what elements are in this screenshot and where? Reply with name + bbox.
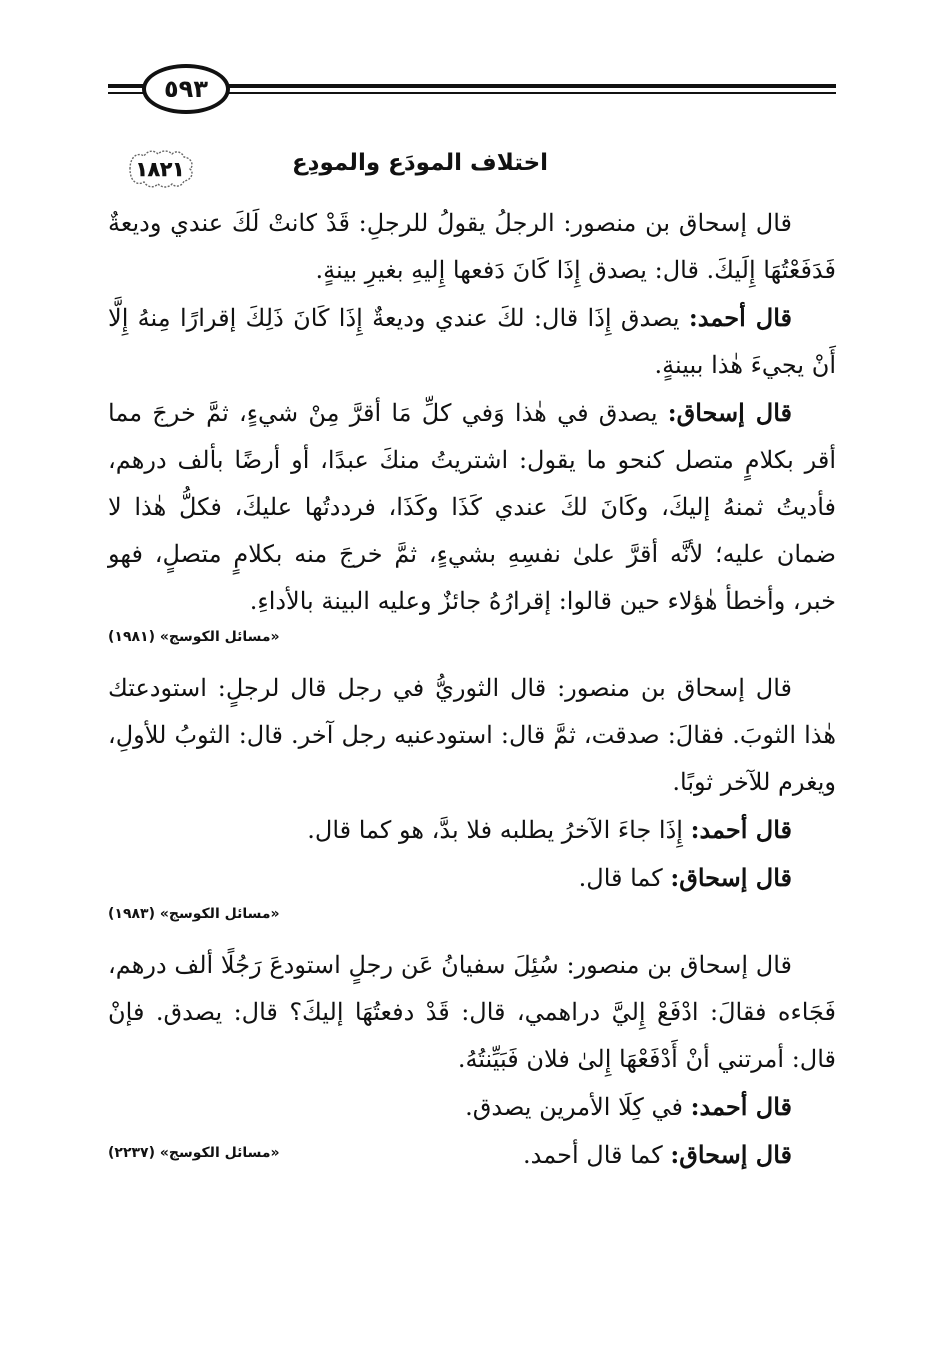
page-header (108, 58, 836, 114)
entry-number: ١٨٢١ (135, 157, 185, 181)
paragraph: قال إسحاق بن منصور: الرجلُ يقولُ للرجلِ: قَدْ كانتْ لَكَ عندي وديعةٌ فَدَفَعْتُهَا إِلَيكَ. قال: يصدق إِذَا كَانَ دَفعها إِليهِ بغيرِ بينةٍ. (108, 209, 836, 284)
paragraph (108, 389, 836, 625)
page-body (108, 200, 836, 1179)
paragraph (108, 806, 836, 854)
paragraph: قال إسحاق بن منصور: قال الثوريُّ في رجل قال لرجلٍ: استودعتك هٰذا الثوبَ. فقالَ: صدقت، ثمَّ قال: استودعنيه رجل آخر. قال: الثوبُ للأولِ، ويغرم للآخر ثوبًا. (108, 674, 836, 796)
speaker-label: قال أحمد: (688, 303, 793, 332)
speaker-label: قال إسحاق: (667, 398, 793, 427)
source-citation: «مسائل الكوسج» (٢٢٣٧) (108, 1145, 280, 1161)
paragraph-text: في كِلَا الأمرين يصدق. (465, 1093, 691, 1121)
speaker-label: قال أحمد: (690, 815, 792, 844)
section-title: اختلاف المودَع والمودِع (291, 150, 549, 176)
paragraph: قال إسحاق بن منصور: سُئِلَ سفيانُ عَن رجلٍ استودعَ رَجُلًا ألف درهم، فَجَاءه فقالَ: ادْفَعْ إِليَّ دراهمي، قال: قَدْ دفعتُهَا إليكَ؟ قال: يصدق. فإنْ قال: أمرتني أنْ أَدْفَعْهَا إِلىٰ فلان فَبَيِّنتُهُ. (108, 951, 837, 1073)
speaker-label: قال إسحاق: (670, 1140, 792, 1169)
paragraph (108, 1083, 836, 1131)
speaker-label: قال أحمد: (690, 1092, 792, 1121)
entry-number-badge (124, 148, 196, 190)
paragraph-text: إِذَا جاءَ الآخرُ يطلبه فلا بدَّ، هو كما قال. (307, 816, 691, 844)
page-number: ٥٩٣ (142, 64, 230, 114)
paragraph-text: كما قال. (578, 864, 671, 892)
speaker-label: قال إسحاق: (670, 863, 792, 892)
paragraph (108, 854, 836, 902)
source-citation: «مسائل الكوسج» (١٩٨١) (108, 629, 280, 645)
paragraph-text: يصدق في هٰذا وَفي كلِّ مَا أقرَّ مِنْ شيءٍ، ثمَّ خرجَ مما أقر بكلامٍ متصل كنحو ما يقول: اشتريتُ منكَ عبدًا، أو أرضًا بألف درهم، فأديتُ ثمنهُ إليكَ، وكَانَ لكَ عندي كَذَا وكَذَا، فرددتُها عليكَ، فكلُّ هٰذا لا ضمان عليه؛ لأنَّه أقرَّ علىٰ نفسِهِ بشيءٍ، ثمَّ خرجَ منه بكلامٍ متصلٍ، فهو خبر، وأخطأ هٰؤلاء حين قالوا: إقرارُهُ جائزٌ وعليه البينة بالأداءِ. (108, 399, 836, 615)
final-row (108, 1131, 836, 1179)
paragraph (108, 294, 836, 389)
paragraph-text: يصدق إِذَا قال: لكَ عندي وديعةٌ إِذَا كَانَ ذَلِكَ إقرارًا مِنهُ إِلَّا أَنْ يجيءَ هٰذا ببينةٍ. (108, 304, 836, 379)
source-citation: «مسائل الكوسج» (١٩٨٣) (108, 906, 280, 922)
paragraph-text: كما قال أحمد. (523, 1141, 671, 1169)
